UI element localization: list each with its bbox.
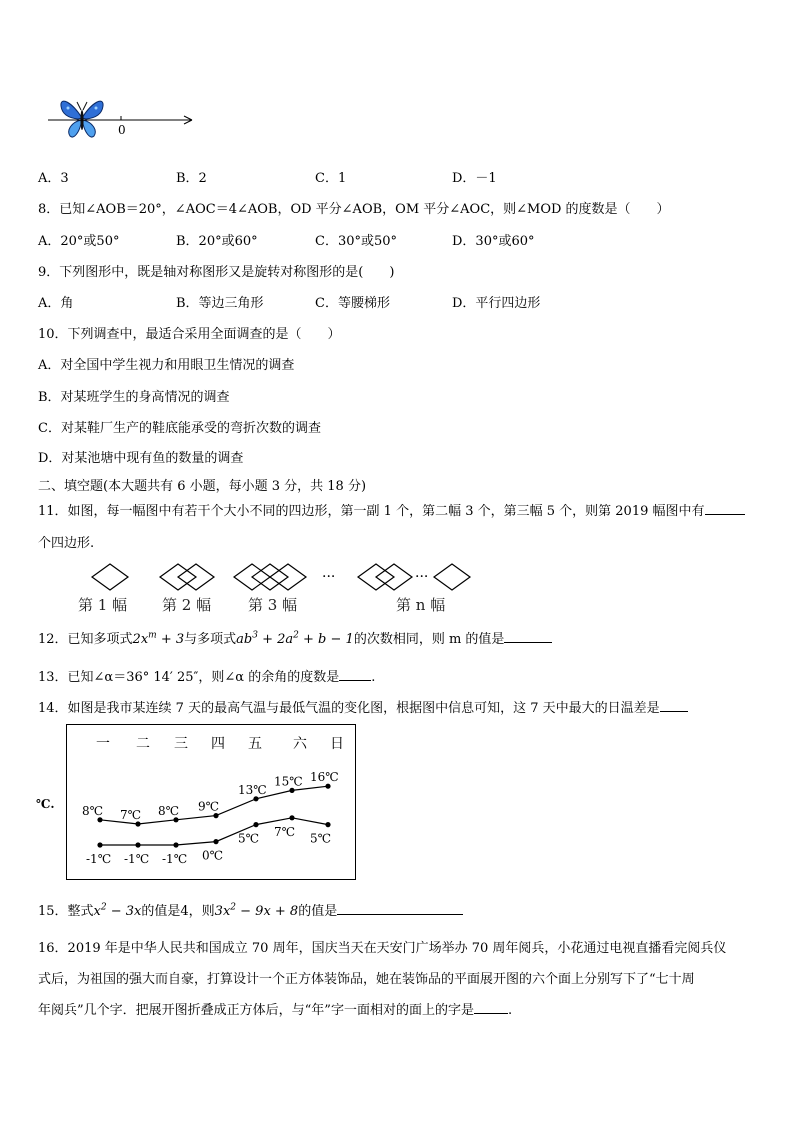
q13-line xyxy=(38,666,375,685)
high-temp-point xyxy=(325,784,330,789)
q15-suffix: 的值是 xyxy=(298,904,338,919)
q12-poly2-exp2: 2 xyxy=(293,630,299,641)
q12-line xyxy=(38,628,552,647)
q15-prefix: 15．整式 xyxy=(38,904,94,919)
q15-expr2-exp: 2 xyxy=(230,902,237,913)
q15-line xyxy=(38,900,463,919)
q15-expr2-tail: − 9x + 8 xyxy=(236,904,299,919)
q12-answer-blank[interactable] xyxy=(504,641,552,643)
low-temp-point xyxy=(289,815,294,820)
q10-option-a: A．对全国中学生视力和用眼卫生情况的调查 xyxy=(38,358,295,373)
high-temp-label: 7℃ xyxy=(120,808,142,822)
q16-answer-blank[interactable] xyxy=(474,1012,508,1014)
q8-option-b: B．20°或60° xyxy=(176,234,258,249)
q12-poly1: 2x xyxy=(132,632,149,647)
q15-expr2: 3x xyxy=(214,904,231,919)
q9-option-a: A．角 xyxy=(38,296,74,311)
q12-poly2-exp: 3 xyxy=(252,630,258,641)
q16-line2: 式后，为祖国的强大而自豪，打算设计一个正方体装饰品，她在装饰品的平面展开图的六个面上分别写下了“七十周 xyxy=(38,972,695,987)
q11-caption-2: 第 2 幅 xyxy=(162,596,212,614)
q12-poly2-tail2: + b − 1 xyxy=(298,632,354,647)
high-temp-label: 15℃ xyxy=(274,774,303,789)
q11-text: 11．如图，每一幅图中有若干个大小不同的四边形，第一副 1 个，第二幅 3 个，第三幅 5 个，则第 2019 幅图中有 xyxy=(38,504,705,519)
low-temp-point xyxy=(253,822,258,827)
high-temp-label: 8℃ xyxy=(82,803,104,818)
high-temp-point xyxy=(97,817,102,822)
low-temp-point xyxy=(325,822,330,827)
high-temp-label: 8℃ xyxy=(158,803,180,818)
q10-option-d: D．对某池塘中现有鱼的数量的调查 xyxy=(38,451,244,466)
chart-category-label: 一 xyxy=(96,736,110,752)
q8-option-c: C．30°或50° xyxy=(315,234,398,249)
high-temp-label: 9℃ xyxy=(198,799,220,814)
q9-option-c: C．等腰梯形 xyxy=(315,296,390,311)
high-temp-point xyxy=(289,788,294,793)
q11-figure xyxy=(70,560,480,618)
q15-expr1-tail: − 3x xyxy=(106,904,142,919)
low-temp-label: -1℃ xyxy=(162,852,188,866)
high-temp-point xyxy=(173,817,178,822)
chart-category-label: 日 xyxy=(330,736,344,752)
high-temp-point xyxy=(135,821,140,826)
low-temp-label: 0℃ xyxy=(202,848,224,863)
high-temp-point xyxy=(213,813,218,818)
q11-caption-1: 第 1 幅 xyxy=(78,596,128,614)
axis-zero-label: 0 xyxy=(118,123,126,137)
low-temp-label: 5℃ xyxy=(310,831,332,846)
q11-caption-n: 第 n 幅 xyxy=(396,596,446,614)
high-temp-point xyxy=(253,796,258,801)
q12-prefix: 12．已知多项式 xyxy=(38,632,133,647)
q10-option-c: C．对某鞋厂生产的鞋底能承受的弯折次数的调查 xyxy=(38,421,321,436)
q11-answer-blank[interactable] xyxy=(705,513,745,515)
q16-line3 xyxy=(38,999,512,1018)
low-temp-label: -1℃ xyxy=(86,852,112,866)
q12-poly1-tail: + 3 xyxy=(156,632,185,647)
q15-answer-blank[interactable] xyxy=(337,913,463,915)
q16-line1: 16．2019 年是中华人民共和国成立 70 周年，国庆当天在天安门广场举办 70 周年阅兵，小花通过电视直播看完阅兵仪 xyxy=(38,941,727,956)
q9-text: 9．下列图形中，既是轴对称图形又是旋转对称图形的是( ) xyxy=(38,265,395,280)
q14-text: 14．如图是我市某连续 7 天的最高气温与最低气温的变化图，根据图中信息可知，这 7 天中最大的日温差是 xyxy=(38,701,660,716)
low-temp-point xyxy=(173,842,178,847)
q12-poly2: ab xyxy=(236,632,253,647)
q8-text: 8．已知∠AOB＝20°，∠AOC＝4∠AOB，OD 平分∠AOB，OM 平分∠AOC，则∠MOD 的度数是（ ） xyxy=(38,202,670,217)
q11-caption-3: 第 3 幅 xyxy=(248,596,298,614)
q9-option-d: D．平行四边形 xyxy=(452,296,541,311)
q7-option-a: A．3 xyxy=(38,171,69,186)
q14-answer-blank[interactable] xyxy=(660,710,688,712)
q7-option-c: C．1 xyxy=(315,171,347,186)
chart-category-label: 四 xyxy=(211,736,225,752)
q13-text: 13．已知∠α＝36° 14′ 25″，则∠α 的余角的度数是 xyxy=(38,670,340,685)
chart-category-label: 二 xyxy=(136,736,150,752)
q9-option-b: B．等边三角形 xyxy=(176,296,264,311)
q15-expr1-exp: 2 xyxy=(100,902,107,913)
q11-ellipsis-1: ··· xyxy=(322,569,336,585)
chart-category-label: 五 xyxy=(248,736,262,752)
high-temp-label: 16℃ xyxy=(310,770,339,785)
q12-suffix: 的次数相同，则 m 的值是 xyxy=(353,632,505,647)
section-heading: 二、填空题(本大题共有 6 小题，每小题 3 分，共 18 分) xyxy=(38,479,367,494)
high-temp-label: 13℃ xyxy=(238,782,267,797)
q14-unit-label: ℃. xyxy=(36,797,55,811)
q12-poly2-tail1: + 2a xyxy=(257,632,294,647)
q10-text: 10．下列调查中，最适合采用全面调查的是（ ） xyxy=(38,327,341,342)
q11-line1 xyxy=(38,500,745,519)
temperature-chart xyxy=(66,724,356,880)
q12-poly1-exp: m xyxy=(148,630,157,641)
q12-mid: 与多项式 xyxy=(184,632,237,647)
q16-text: 年阅兵”几个字．把展开图折叠成正方体后，与“年”字一面相对的面上的字是 xyxy=(38,1003,474,1018)
low-temp-point xyxy=(135,842,140,847)
q7-option-b: B．2 xyxy=(176,171,207,186)
low-temp-label: 5℃ xyxy=(238,831,260,846)
low-temp-label: -1℃ xyxy=(124,852,150,866)
q7-figure xyxy=(44,96,200,142)
q11-ellipsis-2: ··· xyxy=(415,569,429,585)
low-temp-point xyxy=(213,839,218,844)
low-temp-label: 7℃ xyxy=(274,824,296,839)
butterfly-icon xyxy=(61,101,103,137)
q13-end: . xyxy=(371,670,376,685)
q13-answer-blank[interactable] xyxy=(339,679,371,681)
q8-option-d: D．30°或60° xyxy=(452,234,535,249)
q11-line2: 个四边形. xyxy=(38,536,95,551)
q8-option-a: A．20°或50° xyxy=(38,234,120,249)
low-temp-point xyxy=(97,842,102,847)
q15-mid: 的值是4，则 xyxy=(141,904,215,919)
chart-category-label: 六 xyxy=(293,736,307,752)
q14-line xyxy=(38,697,688,716)
chart-category-label: 三 xyxy=(174,736,188,752)
q15-expr1: x xyxy=(93,904,101,919)
q16-end: . xyxy=(507,1003,513,1018)
q10-option-b: B．对某班学生的身高情况的调查 xyxy=(38,390,230,405)
q7-option-d: D．－1 xyxy=(452,171,497,186)
